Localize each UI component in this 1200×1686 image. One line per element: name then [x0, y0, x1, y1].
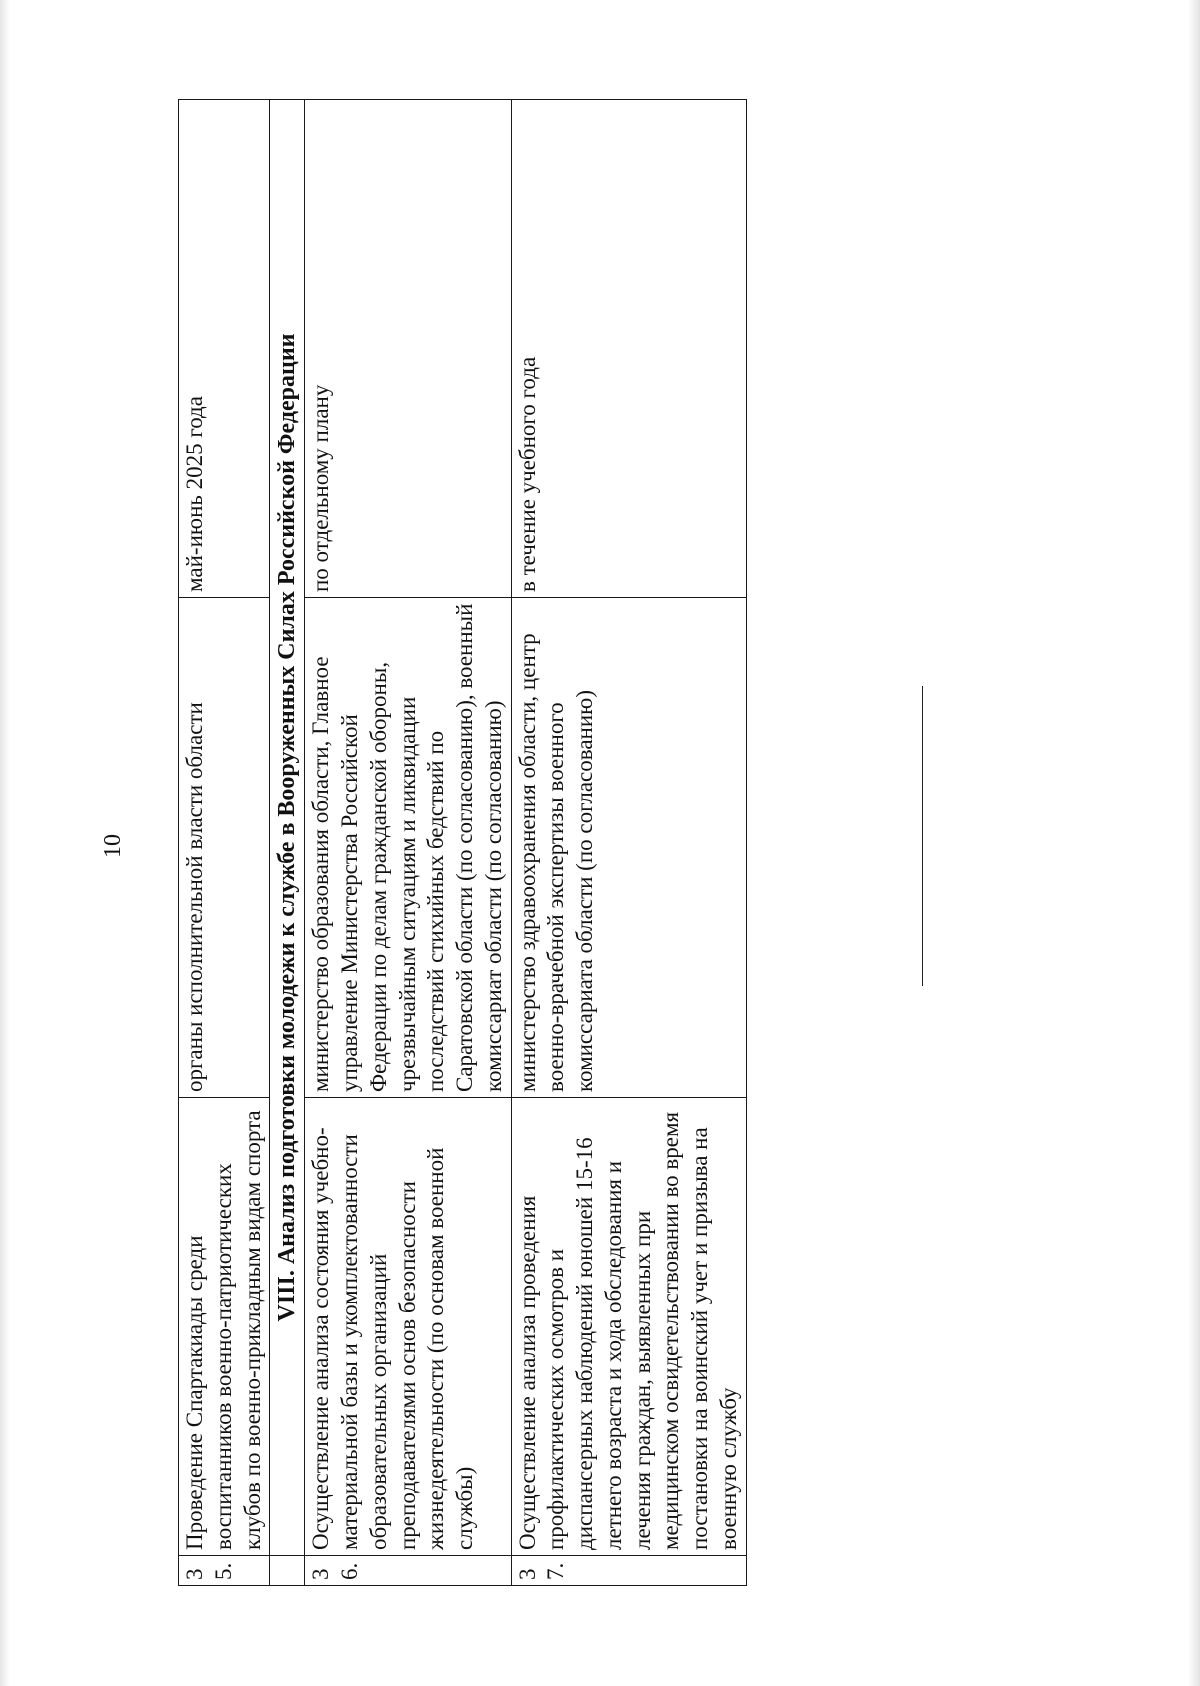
section-row	[270, 100, 305, 1586]
row-number: 37.	[511, 1556, 746, 1586]
deadline-cell: по отдельному плану	[305, 100, 511, 598]
table-row	[511, 100, 746, 1586]
table-row	[179, 100, 270, 1586]
row-number: 35.	[179, 1556, 270, 1586]
section-title: VIII. Анализ подготовки молодежи к службе в Вооруженных Силах Российской Федерации	[270, 100, 305, 1556]
section-number-cell	[270, 1556, 305, 1586]
row-number: 36.	[305, 1556, 511, 1586]
event-cell: Проведение Спартакиады среди воспитанников военно-патриотических клубов по военно-прикладным видам спорта	[179, 1098, 270, 1556]
event-cell: Осуществление анализа проведения профилактических осмотров и диспансерных наблюдений юношей 15-16 летнего возраста и хода обследования и лечения граждан, выявленных при медицинском освидетельствовании во время постановки на воинский учет и призыва на военную службу	[511, 1098, 746, 1556]
deadline-cell: в течение учебного года	[511, 100, 746, 598]
table-row	[305, 100, 511, 1586]
end-of-document-line	[922, 686, 923, 986]
deadline-cell: май-июнь 2025 года	[179, 100, 270, 598]
responsible-cell: министерство здравоохранения области, центр военно-врачебной экспертизы военного комиссариата области (по согласованию)	[511, 598, 746, 1098]
plan-table	[178, 99, 747, 1586]
page-number: 10	[100, 834, 126, 858]
responsible-cell: органы исполнительной власти области	[179, 598, 270, 1098]
responsible-cell: министерство образования области, Главное управление Министерства Российской Федерации по делам гражданской обороны, чрезвычайным ситуациям и ликвидации последствий стихийных бедствий по Саратовской области (по согласованию), военный комиссариат области (по согласованию)	[305, 598, 511, 1098]
event-cell: Осуществление анализа состояния учебно-материальной базы и укомплектованности образовательных организаций преподавателями основ безопасности жизнедеятельности (по основам военной службы)	[305, 1098, 511, 1556]
